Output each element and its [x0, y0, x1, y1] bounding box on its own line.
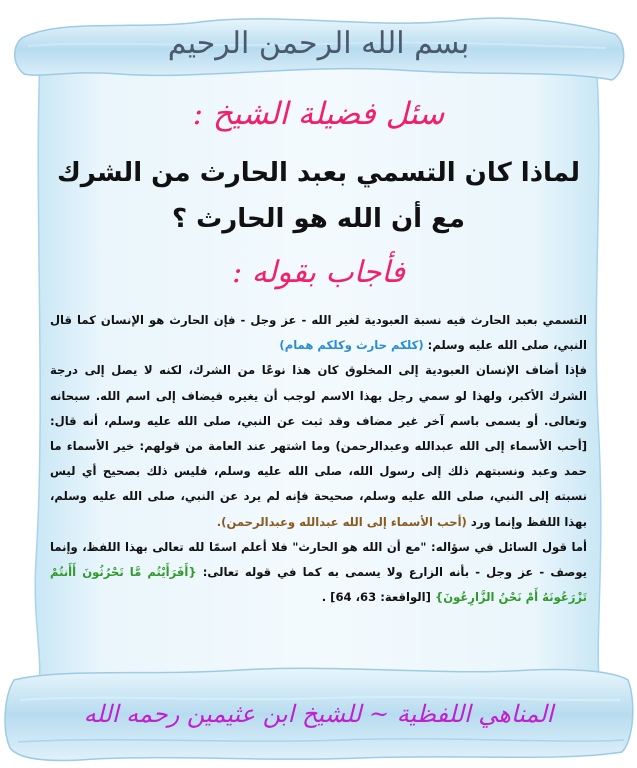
hadith-quote-names: (أحب الأسماء إلى الله عبدالله وعبدالرحمن).	[216, 514, 467, 529]
quran-ayah: {أَفَرَأَيْتُم مَّا تَحْرُثُونَ أَأَنتُمْ تَزْرَعُونَهُ أَمْ نَحْنُ الزَّارِعُونَ}	[50, 565, 587, 605]
answer-p2-text: فإذا أضاف الإنسان العبودية إلى المخلوق كان هذا نوعًا من الشرك، لكنه لا يصل إلى درجة الشرك الأكبر، ولهذا لو سمي رجل بهذا الاسم لوجب أن يغيره فيضاف إلى اسم الله. سبحانه وتعالى. أو يسمى باسم آخر غير مضاف وقد ثبت عن النبي، صلى الله عليه وسلم، أنه قال: [أحب الأسماء إلى الله عبدالله وعبدالرحمن) وما اشتهر عند العامة من قولهم: خير الأسماء ما حمد وعبد ونسبتهم ذلك إلى رسول الله، صلى الله عليه وسلم، فليس ذلك بصحيح أي ليس نسبته إلى النبي، صلى الله عليه وسلم، صحيحة فإنه لم يرد عن النبي، صلى الله عليه وسلم، بهذا اللفظ وإنما ورد	[50, 363, 587, 529]
basmala-calligraphy: بسم الله الرحمن الرحيم	[167, 26, 470, 61]
question-line-1: لماذا كان التسمي بعبد الحارث من الشرك	[56, 158, 581, 188]
question-text	[40, 150, 597, 242]
hadith-quote-harith: (كلكم حارث وكلكم همام)	[279, 338, 424, 353]
answer-paragraph-2	[50, 358, 587, 534]
answer-p1-text: التسمي بعبد الحارث فيه نسبة العبودية لغير الله - عز وجل - فإن الحارث هو الإنسان كما قال النبي، صلى الله عليه وسلم:	[50, 313, 587, 353]
answer-paragraph-3	[50, 535, 587, 611]
answer-heading: فأجاب بقوله :	[232, 255, 405, 290]
ayah-reference: [الواقعة: 63، 64] .	[321, 590, 435, 605]
answer-paragraph-1	[50, 308, 587, 358]
answer-body	[50, 308, 587, 610]
question-line-2: مع أن الله هو الحارث ؟	[172, 204, 465, 234]
scroll-content	[40, 0, 597, 768]
question-heading: سئل فضيلة الشيخ :	[192, 96, 445, 132]
footer-source-credit: المناهي اللفظية ~ للشيخ ابن عثيمين رحمه الله	[83, 700, 554, 728]
answer-p3-text: أما قول السائل في سؤاله: "مع أن الله هو الحارث" فلا أعلم اسمًا لله تعالى بهذا اللفظ، وإنما يوصف - عز وجل - بأنه الزارع ولا يسمى به كما في قوله تعالى:	[50, 539, 587, 580]
